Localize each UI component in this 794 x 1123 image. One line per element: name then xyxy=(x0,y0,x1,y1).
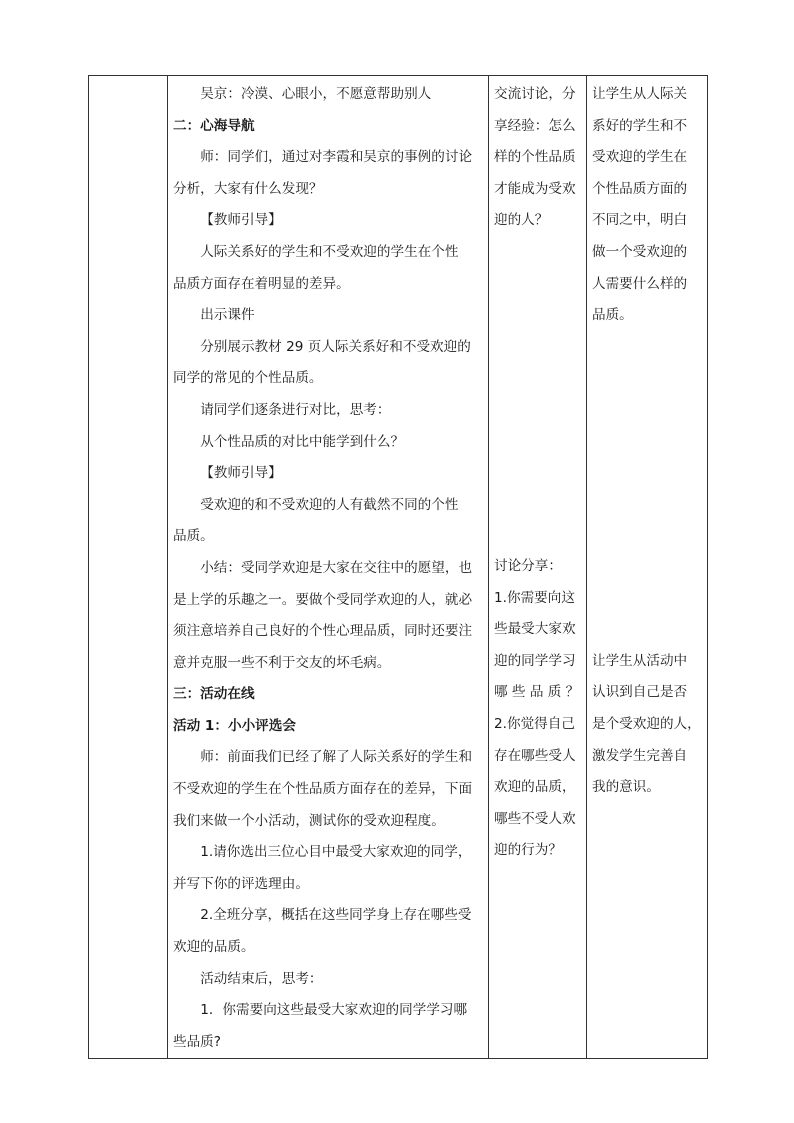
teaching-text-line: 我们来做一个小活动，测试你的受欢迎程度。 xyxy=(173,812,445,829)
student-activity-line: 迎的同学学习 xyxy=(494,652,576,669)
student-activity-line: 欢迎的品质， xyxy=(494,779,576,796)
teaching-text-line: 请同学们逐条进行对比，思考： xyxy=(200,401,391,418)
design-intent-block-1 xyxy=(592,79,702,332)
student-activity-line: 些最受大家欢 xyxy=(494,621,576,638)
student-activity-line: 才能成为受欢 xyxy=(494,180,576,197)
teaching-process-cell xyxy=(168,76,489,1059)
teaching-text-line: 出示课件 xyxy=(200,307,255,324)
design-intent-line: 品质。 xyxy=(592,307,633,324)
teaching-text-line: 二：心海导航 xyxy=(173,117,255,134)
teaching-text-line: 人际关系好的学生和不受欢迎的学生在个性 xyxy=(200,243,459,260)
stage-column-cell xyxy=(89,76,168,1059)
teaching-text-line: 欢迎的品质。 xyxy=(173,939,255,956)
student-activity-line: 迎的行为？ xyxy=(494,842,562,859)
design-intent-line: 人需要什么样的 xyxy=(592,275,688,292)
teaching-text-line: 意并克服一些不利于交友的坏毛病。 xyxy=(173,654,391,671)
design-intent-line: 个性品质方面的 xyxy=(592,180,688,197)
design-intent-cell xyxy=(587,76,708,1059)
design-intent-block-2 xyxy=(592,646,702,804)
design-intent-line: 让学生从人际关 xyxy=(592,86,688,102)
student-activity-line: 享经验：怎么 xyxy=(494,117,576,134)
design-intent-line: 做一个受欢迎的 xyxy=(592,243,688,260)
teaching-text-line: 品质方面存在着明显的差异。 xyxy=(173,275,350,292)
teaching-text-line: 1.请你选出三位心目中最受大家欢迎的同学， xyxy=(200,844,472,861)
student-activity-line: 交流讨论，分 xyxy=(494,86,576,102)
student-activity-line: 存在哪些受人 xyxy=(494,747,576,764)
teaching-process-content xyxy=(168,76,488,1058)
teaching-text-line: 师：同学们，通过对李霞和吴京的事例的讨论 xyxy=(200,149,473,166)
teaching-text-line: 三：活动在线 xyxy=(173,686,255,703)
design-intent-line: 激发学生完善自 xyxy=(592,747,688,764)
design-intent-line: 系好的学生和不 xyxy=(592,117,688,134)
student-activity-block-2 xyxy=(494,551,581,867)
teaching-text-line: 1．你需要向这些最受大家欢迎的同学学习哪 xyxy=(200,1002,468,1019)
design-intent-line: 不同之中，明白 xyxy=(592,212,688,229)
teaching-text-line: 2.全班分享，概括在这些同学身上存在哪些受 xyxy=(200,907,472,924)
teaching-text-line: 品质。 xyxy=(173,528,214,545)
teaching-text-line: 从个性品质的对比中能学到什么？ xyxy=(200,433,405,450)
teaching-text-line: 同学的常见的个性品质。 xyxy=(173,370,323,387)
teaching-text-line: 些品质? xyxy=(173,1033,221,1050)
student-activity-line: 哪些不受人欢 xyxy=(494,810,576,827)
student-activity-line: 哪 些 品 质 ？ xyxy=(494,684,580,701)
student-activity-line: 讨论分享： xyxy=(494,557,562,574)
student-activity-line: 1.你需要向这 xyxy=(494,589,575,606)
table-row xyxy=(89,76,708,1059)
teaching-text-line: 须注意培养自己良好的个性心理品质，同时还要注 xyxy=(173,623,473,640)
design-intent-line: 是个受欢迎的人， xyxy=(592,715,701,732)
student-activity-line: 迎的人？ xyxy=(494,212,549,229)
teaching-text-line: 不受欢迎的学生在个性品质方面存在的差异，下面 xyxy=(173,781,473,798)
teaching-text-line: 活动 1：小小评选会 xyxy=(173,717,296,734)
design-intent-line: 受欢迎的学生在 xyxy=(592,149,688,166)
teaching-text-line: 【教师引导】 xyxy=(200,212,282,229)
student-activity-block-1 xyxy=(494,79,581,237)
teaching-text-line: 分别展示教材 29 页人际关系好和不受欢迎的 xyxy=(200,338,471,355)
student-activity-cell xyxy=(489,76,587,1059)
teaching-text-line: 师：前面我们已经了解了人际关系好的学生和 xyxy=(200,749,473,766)
design-intent-line: 让学生从活动中 xyxy=(592,652,688,669)
student-activity-line: 样的个性品质 xyxy=(494,149,576,166)
design-intent-line: 我的意识。 xyxy=(592,779,660,796)
teaching-text-line: 【教师引导】 xyxy=(200,465,282,482)
teaching-text-line: 并写下你的评选理由。 xyxy=(173,875,309,892)
design-intent-line: 认识到自己是否 xyxy=(592,684,688,701)
student-activity-content xyxy=(489,76,586,867)
teaching-text-line: 吴京：冷漠、心眼小，不愿意帮助别人 xyxy=(200,86,432,102)
teaching-text-line: 小结：受同学欢迎是大家在交往中的愿望，也 xyxy=(200,559,473,576)
teaching-text-line: 受欢迎的和不受欢迎的人有截然不同的个性 xyxy=(200,496,459,513)
teaching-text-line: 是上学的乐趣之一。要做个受同学欢迎的人，就必 xyxy=(173,591,473,608)
teaching-text-line: 活动结束后，思考： xyxy=(200,970,323,987)
teaching-text-line: 分析，大家有什么发现？ xyxy=(173,180,323,197)
design-intent-content xyxy=(587,76,707,804)
lesson-plan-table xyxy=(88,75,708,1059)
student-activity-line: 2.你觉得自己 xyxy=(494,715,575,732)
